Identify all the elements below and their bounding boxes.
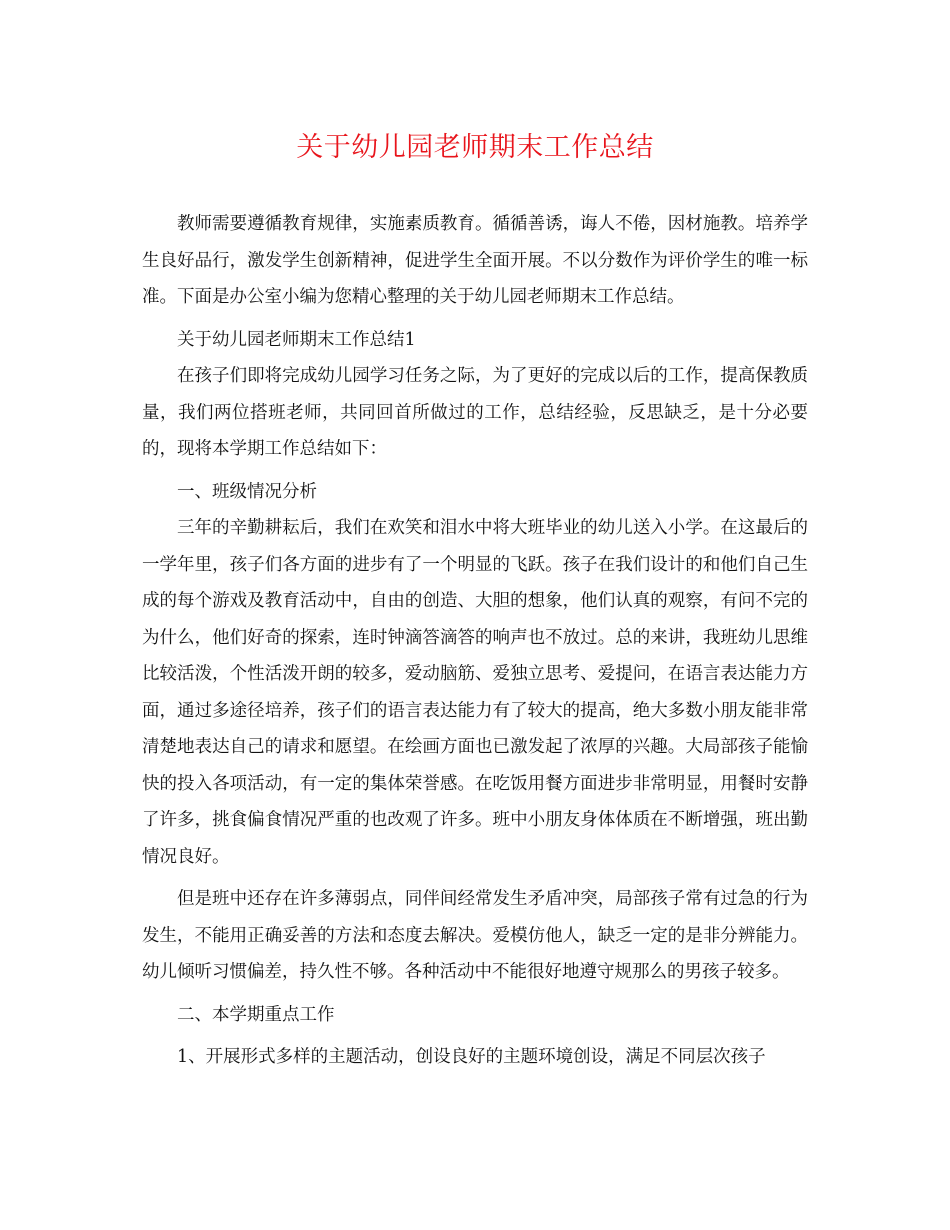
section-heading-summary-1: 关于幼儿园老师期末工作总结1 xyxy=(177,329,416,350)
document-body xyxy=(142,206,808,1076)
key-work-item-1: 1、开展形式多样的主题活动，创设良好的主题环境创设，满足不同层次孩子 xyxy=(177,1047,766,1067)
intro-paragraph: 教师需要遵循教育规律，实施素质教育。循循善诱，诲人不倦，因材施教。培养学生良好品行，激发学生创新精神，促进学生全面开展。不以分数作为评价学生的唯一标准。下面是办公室小编为您精心整理的关于幼儿园老师期末工作总结。 xyxy=(142,214,808,307)
document-title: 关于幼儿园老师期末工作总结 xyxy=(296,132,654,163)
section-heading-class-analysis: 一、班级情况分析 xyxy=(177,481,317,502)
section-heading-key-work: 二、本学期重点工作 xyxy=(177,1004,335,1025)
class-analysis-paragraph: 三年的辛勤耕耘后，我们在欢笑和泪水中将大班毕业的幼儿送入小学。在这最后的一学年里，孩子们各方面的进步有了一个明显的飞跃。孩子在我们设计的和他们自己生成的每个游戏及教育活动中，自由的创造、大胆的想象，他们认真的观察，有问不完的为什么，他们好奇的探索，连时钟滴答滴答的响声也不放过。总的来讲，我班幼儿思维比较活泼，个性活泼开朗的较多，爱动脑筋、爱独立思考、爱提问，在语言表达能力方面，通过多途径培养，孩子们的语言表达能力有了较大的提高，绝大多数小朋友能非常清楚地表达自己的请求和愿望。在绘画方面也已激发起了浓厚的兴趣。大局部孩子能愉快的投入各项活动，有一定的集体荣誉感。在吃饭用餐方面进步非常明显，用餐时安静了许多，挑食偏食情况严重的也改观了许多。班中小朋友身体体质在不断增强，班出勤情况良好。 xyxy=(142,518,808,867)
opening-paragraph: 在孩子们即将完成幼儿园学习任务之际，为了更好的完成以后的工作，提高保教质量，我们两位搭班老师，共同回首所做过的工作，总结经验，反思缺乏，是十分必要的，现将本学期工作总结如下： xyxy=(142,366,808,459)
weakness-paragraph: 但是班中还存在许多薄弱点，同伴间经常发生矛盾冲突，局部孩子常有过急的行为发生，不能用正确妥善的方法和态度去解决。爱模仿他人，缺乏一定的是非分辨能力。幼儿倾听习惯偏差，持久性不够。各种活动中不能很好地遵守规那么的男孩子较多。 xyxy=(142,889,808,982)
